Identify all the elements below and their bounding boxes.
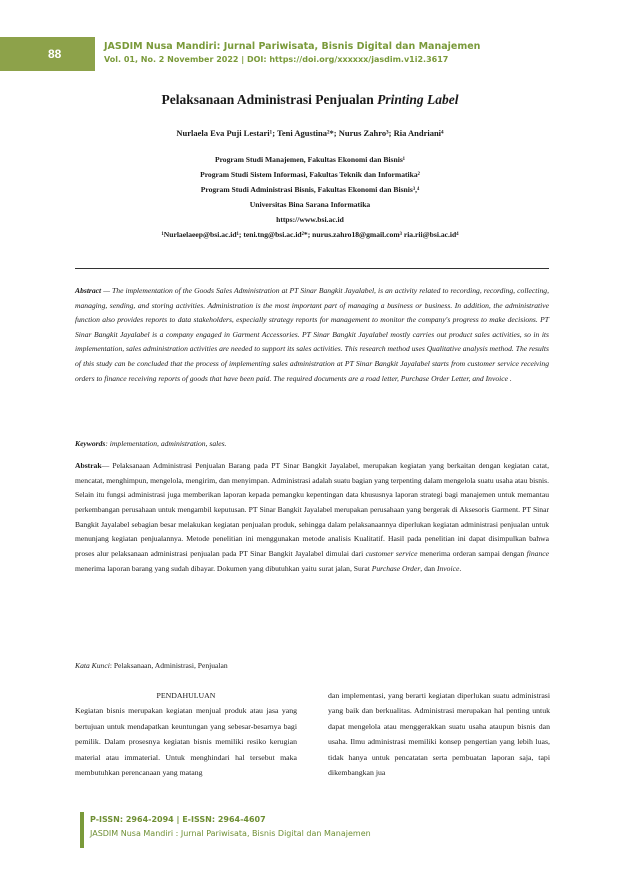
paper-title-italic: Printing Label	[377, 92, 459, 107]
affiliation-website: https://www.bsi.ac.id	[276, 215, 344, 224]
body-left-column	[75, 688, 297, 780]
abstract-id-text: menerima laporan barang yang sudah dibayar. Dokumen yang dibutuhkan yaitu surat jalan, Surat	[75, 563, 372, 573]
page-number-badge	[0, 37, 95, 71]
paper-title-main: Pelaksanaan Administrasi Penjualan	[161, 92, 378, 107]
abstract-id-italic: Invoice	[436, 563, 460, 573]
abstract-en-label: Abstract	[75, 286, 102, 295]
abstract-id-italic: Purchase Order	[371, 563, 421, 573]
abstract-id-label: Abstrak	[75, 461, 102, 470]
keywords-id-text: : Pelaksanaan, Administrasi, Penjualan	[109, 661, 228, 670]
journal-volume-doi: Vol. 01, No. 2 November 2022 | DOI: https://doi.org/xxxxxx/jasdim.v1i2.3617	[104, 55, 449, 64]
page-number: 88	[48, 47, 62, 61]
body-left-text: Kegiatan bisnis merupakan kegiatan menjual produk atau jasa yang bertujuan untuk mendapatkan keuntungan yang sebesar-besarnya bagi pemilik. Dalam prosesnya kegiatan bisnis memiliki resiko kerugian material atau immaterial. Untuk menghindari hal tersebut maka membutuhkan perencanaan yang matang	[75, 706, 297, 778]
keywords-en-text: : implementation, administration, sales.	[105, 439, 227, 448]
keywords-en-label: Keywords	[75, 439, 106, 448]
keywords-english	[75, 439, 549, 448]
abstract-en-text: — The implementation of the Goods Sales Administration at PT Sinar Bangkit Jayalabel, is an activity related to recording, recording, collecting, managing, sending, and storing activities. Administration is the most important part of managing a business or business. In addition, the administrative function also provides reports to data stakeholders, especially strategy reports for management to monitor the company's progress to make decisions. PT Sinar Bangkit Jayalabel is a company engaged in Garment Accessories. PT Sinar Bangkit Jayalabel mostly carries out product sales activities, so in its implementation, sales administration activities are needed to support its sales activities. This research method uses Qualitative analysis method. The results of this study can be concluded that the process of implementing sales administration at PT Sinar Bangkit Jayalabel starts from customer service receiving orders to finance receiving reports of goods that have been paid. The required documents are a road letter, Purchase Order Letter, and Invoice .	[75, 286, 549, 383]
keywords-id-label: Kata Kunci	[75, 661, 110, 670]
abstract-id-text: , dan	[420, 563, 437, 573]
keywords-indonesian	[75, 661, 549, 670]
body-right-column	[328, 688, 550, 780]
author-emails: ¹Nurlaelaeep@bsi.ac.id¹; teni.tng@bsi.ac.id²*; nurus.zahro18@gmail.com³ ria.rii@bsi.ac.id⁴	[161, 230, 459, 239]
body-right-text: dan implementasi, yang berarti kegiatan diperlukan suatu administrasi yang baik dan berkualitas. Administrasi merupakan hal penting untuk dapat mengelola atau menggerakkan suatu usaha ataupun bisnis dan usaha. Ilmu administrasi memiliki konsep pengertian yang lebih luas, tidak hanya untuk pencatatan serta pembuatan laporan saja, tapi dikembangkan jua	[328, 691, 550, 778]
affiliation-2: Program Studi Sistem Informasi, Fakultas Teknik dan Informatika²	[200, 170, 420, 179]
section-heading: PENDAHULUAN	[156, 691, 216, 700]
abstract-id-text: .	[459, 563, 462, 573]
abstract-english	[75, 284, 549, 386]
affiliation-university: Universitas Bina Sarana Informatika	[249, 200, 371, 209]
abstract-id-text: — Pelaksanaan Administrasi Penjualan Barang pada PT Sinar Bangkit Jayalabel, merupakan kegiatan yang berkaitan dengan kegiatan catat, mencatat, menghimpun, mengelola, mengirim, dan menyimpan. Administrasi adalah suatu bagian yang terpenting dalam mengelola suatu usaha atau bisnis. Selain itu fungsi administrasi juga memberikan laporan kepada pemangku kepentingan data khususnya laporan strategi bagi manajemen untuk memantau perkembangan perusahaan untuk mengambil keputusan. PT Sinar Bangkit Jayalabel merupakan perusahaan yang bergerak di Aksesoris Garment. PT Sinar Bangkit Jayalabel sebagian besar melakukan kegiatan penjualan produk, sehingga dalam pelaksanaannya diperlukan kegiatan administrasi penjualan untuk menunjang kegiatan penjualannya. Metode penelitian ini menggunakan metode analisis Kualitatif. Hasil pada penelitian ini dapat disimpulkan bahwa proses alur pelaksanaan administrasi penjualan pada PT Sinar Bangkit Jayalabel dimulai dari	[75, 461, 549, 558]
abstract-id-italic: customer service	[365, 548, 418, 558]
affiliation-3: Program Studi Administrasi Bisnis, Fakultas Ekonomi dan Bisnis³,⁴	[200, 185, 420, 194]
affiliation-1: Program Studi Manajemen, Fakultas Ekonomi dan Bisnis¹	[214, 155, 406, 164]
abstract-id-text: menerima orderan sampai dengan	[417, 548, 527, 558]
abstract-indonesian	[75, 459, 549, 576]
journal-name: JASDIM Nusa Mandiri: Jurnal Pariwisata, Bisnis Digital dan Manajemen	[104, 41, 481, 52]
footer-issn: P-ISSN: 2964-2094 | E-ISSN: 2964-4607	[90, 815, 266, 824]
paper-title	[0, 92, 620, 108]
paper-authors: Nurlaela Eva Puji Lestari¹; Teni Agustina²*; Nurus Zahro³; Ria Andriani⁴	[176, 128, 444, 138]
abstract-divider	[75, 268, 549, 269]
abstract-id-italic: finance	[526, 548, 550, 558]
footer-accent-bar	[80, 812, 84, 848]
footer-journal: JASDIM Nusa Mandiri : Jurnal Pariwisata, Bisnis Digital dan Manajemen	[90, 829, 371, 838]
